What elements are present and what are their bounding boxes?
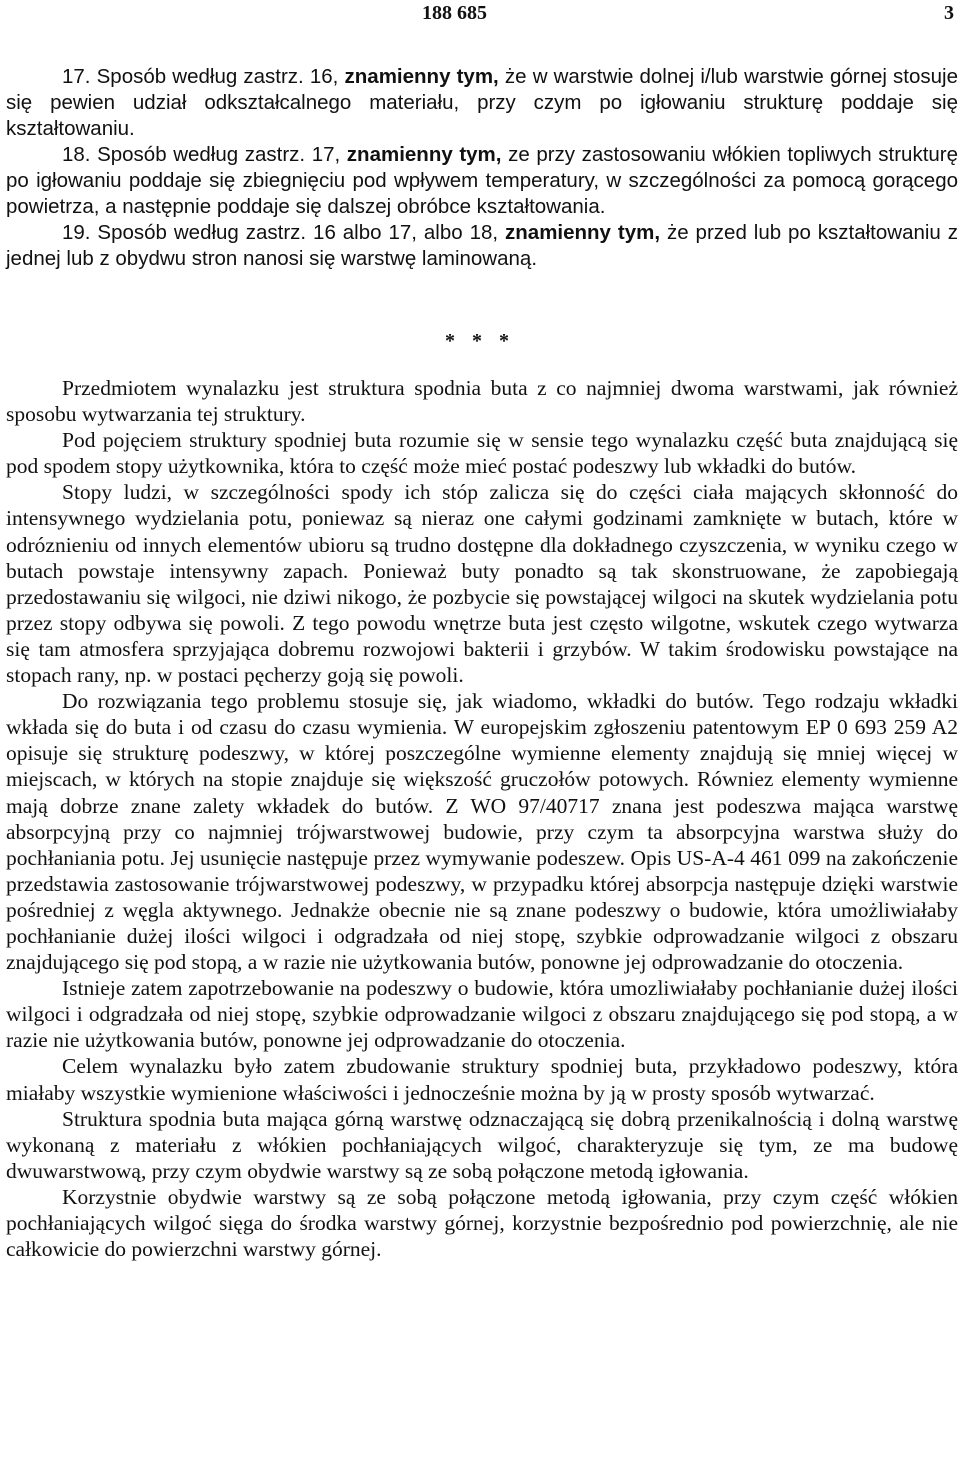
claim-text: ze przy zastosowaniu włókien topliwych strukturę po igłowaniu poddaje się zbiegnięciu pod wpływem temperatury, w szczególności za pomocą gorącego powietrza, a następnie poddaje się dalszej obróbce kształtowania. [6, 143, 959, 218]
claim-lead: 18. Sposób według zastrz. 17, [62, 143, 341, 166]
claims-section [6, 64, 958, 272]
paragraph: Pod pojęciem struktury spodniej buta rozumie się w sensie tego wynalazku część buta znajdującą się pod spodem stopy użytkownika, która to część może mieć postać podeszwy lub wkładki do butów. [6, 428, 958, 479]
paragraph: Stopy ludzi, w szczególności spody ich stóp zalicza się do części ciała mających skłonność do intensywnego wydzielania potu, poniewaz są nieraz one całymi godzinami zamknięte w butach, które w odróznieniu od innych elementów ubioru są trudno dostępne dla dokładnego czyszczenia, w wyniku czego w butach powstaje intensywny zapach. Ponieważ buty ponadto są tak skonstruowane, że zapobiegają przedostawaniu się wilgoci, nie dziwi nikogo, że pozbycie się powstającej wilgoci na skutek wydzielania potu przez stopy odbywa się powoli. Z tego powodu wnętrze buta jest często wilgotne, wskutek czego wytwarza się tam atmosfera sprzyjająca dobremu rozwojowi bakterii i grzybów. W takim środowisku powstające na stopach rany, np. w postaci pęcherzy goją się powoli. [6, 480, 958, 688]
claim-text: że przed lub po kształtowaniu z jednej lub z obydwu stron nanosi się warstwę laminowaną. [6, 221, 959, 270]
paragraph: Celem wynalazku było zatem zbudowanie struktury spodniej buta, przykładowo podeszwy, która miałaby wszystkie wymienione właściwości i jednocześnie można by ją w prosty sposób wytwarzać. [6, 1054, 958, 1105]
paragraph: Korzystnie obydwie warstwy są ze sobą połączone metodą igłowania, przy czym część włókien pochłaniających wilgoć sięga do środka warstwy górnej, korzystnie bezpośrednio pod powierzchnię, ale nie całkowicie do powierzchni warstwy górnej. [6, 1184, 958, 1262]
section-separator: * * * [445, 330, 515, 352]
page-header [0, 2, 960, 28]
paragraph: Do rozwiązania tego problemu stosuje się, jak wiadomo, wkładki do butów. Tego rodzaju wkładki wkłada się do buta i od czasu do czasu wymienia. W europejskim zgłoszeniu patentowym EP 0 693 259 A2 opisuje się strukturę podeszwy, w której poszczególne wymienne elementy znajdują się mniej więcej w miejscach, w których na stopie znajduje się większość gruczołów potowych. Równiez elementy wymienne mają dobrze znane zalety wkładek do butów. Z WO 97/40717 znana jest podeszwa mająca warstwę absorpcyjną przy co najmniej trójwarstwowej budowie, przy czym ta absorpcyjna warstwa służy do pochłaniania potu. Jej usunięcie następuje przez wymywanie podeszew. Opis US-A-4 461 099 na zakończenie przedstawia zastosowanie trójwarstwowej podeszwy, w przypadku której absorpcja następuje dzięki warstwie pośredniej z węgla aktywnego. Jednakże obecnie nie są znane podeszwy o budowie, która umożliwiałaby pochłanianie dużej ilości wilgoci i odgradzała od niej stopę, szybkie odprowadzanie wilgoci z obszaru znajdującego się pod stopą, a w razie nie użytkowania butów, ponowne jej odprowadzanie do otoczenia. [6, 689, 958, 975]
paragraph: Struktura spodnia buta mająca górną warstwę odznaczającą się dobrą przenikalnością i dolną warstwę wykonaną z materiału z włókien pochłaniających wilgoć, charakteryzuje się tym, ze ma budowę dwuwarstwową, przy czym obydwie warstwy są ze sobą połączone metodą igłowania. [6, 1106, 958, 1183]
claim-lead: 19. Sposób według zastrz. 16 albo 17, albo 18, [62, 221, 499, 244]
paragraph: Istnieje zatem zapotrzebowanie na podeszwy o budowie, która umozliwiałaby pochłanianie dużej ilości wilgoci i odgradzała od niej stopę, szybkie odprowadzanie wilgoci z obszaru znajdującego się pod stopą, a w razie nie użytkowania butów, ponowne jej odprowadzanie do otoczenia. [6, 976, 958, 1053]
patent-number: 188 685 [422, 2, 487, 24]
claim-lead: 17. Sposób według zastrz. 16, [62, 65, 339, 88]
claim-17 [6, 64, 958, 142]
description-body [6, 375, 958, 1262]
paragraph: Przedmiotem wynalazku jest struktura spodnia buta z co najmniej dwoma warstwami, jak również sposobu wytwarzania tej struktury. [6, 376, 958, 427]
claim-18 [6, 142, 958, 220]
claim-keyword: znamienny tym, [344, 65, 499, 88]
claim-text: że w warstwie dolnej i/lub warstwie górnej stosuje się pewien udział odkształcalnego materiału, przy czym po igłowaniu strukturę poddaje się kształtowaniu. [6, 65, 959, 140]
claim-keyword: znamienny tym, [346, 143, 502, 166]
page-number: 3 [944, 2, 954, 24]
claim-keyword: znamienny tym, [505, 221, 661, 244]
claim-19 [6, 220, 958, 272]
